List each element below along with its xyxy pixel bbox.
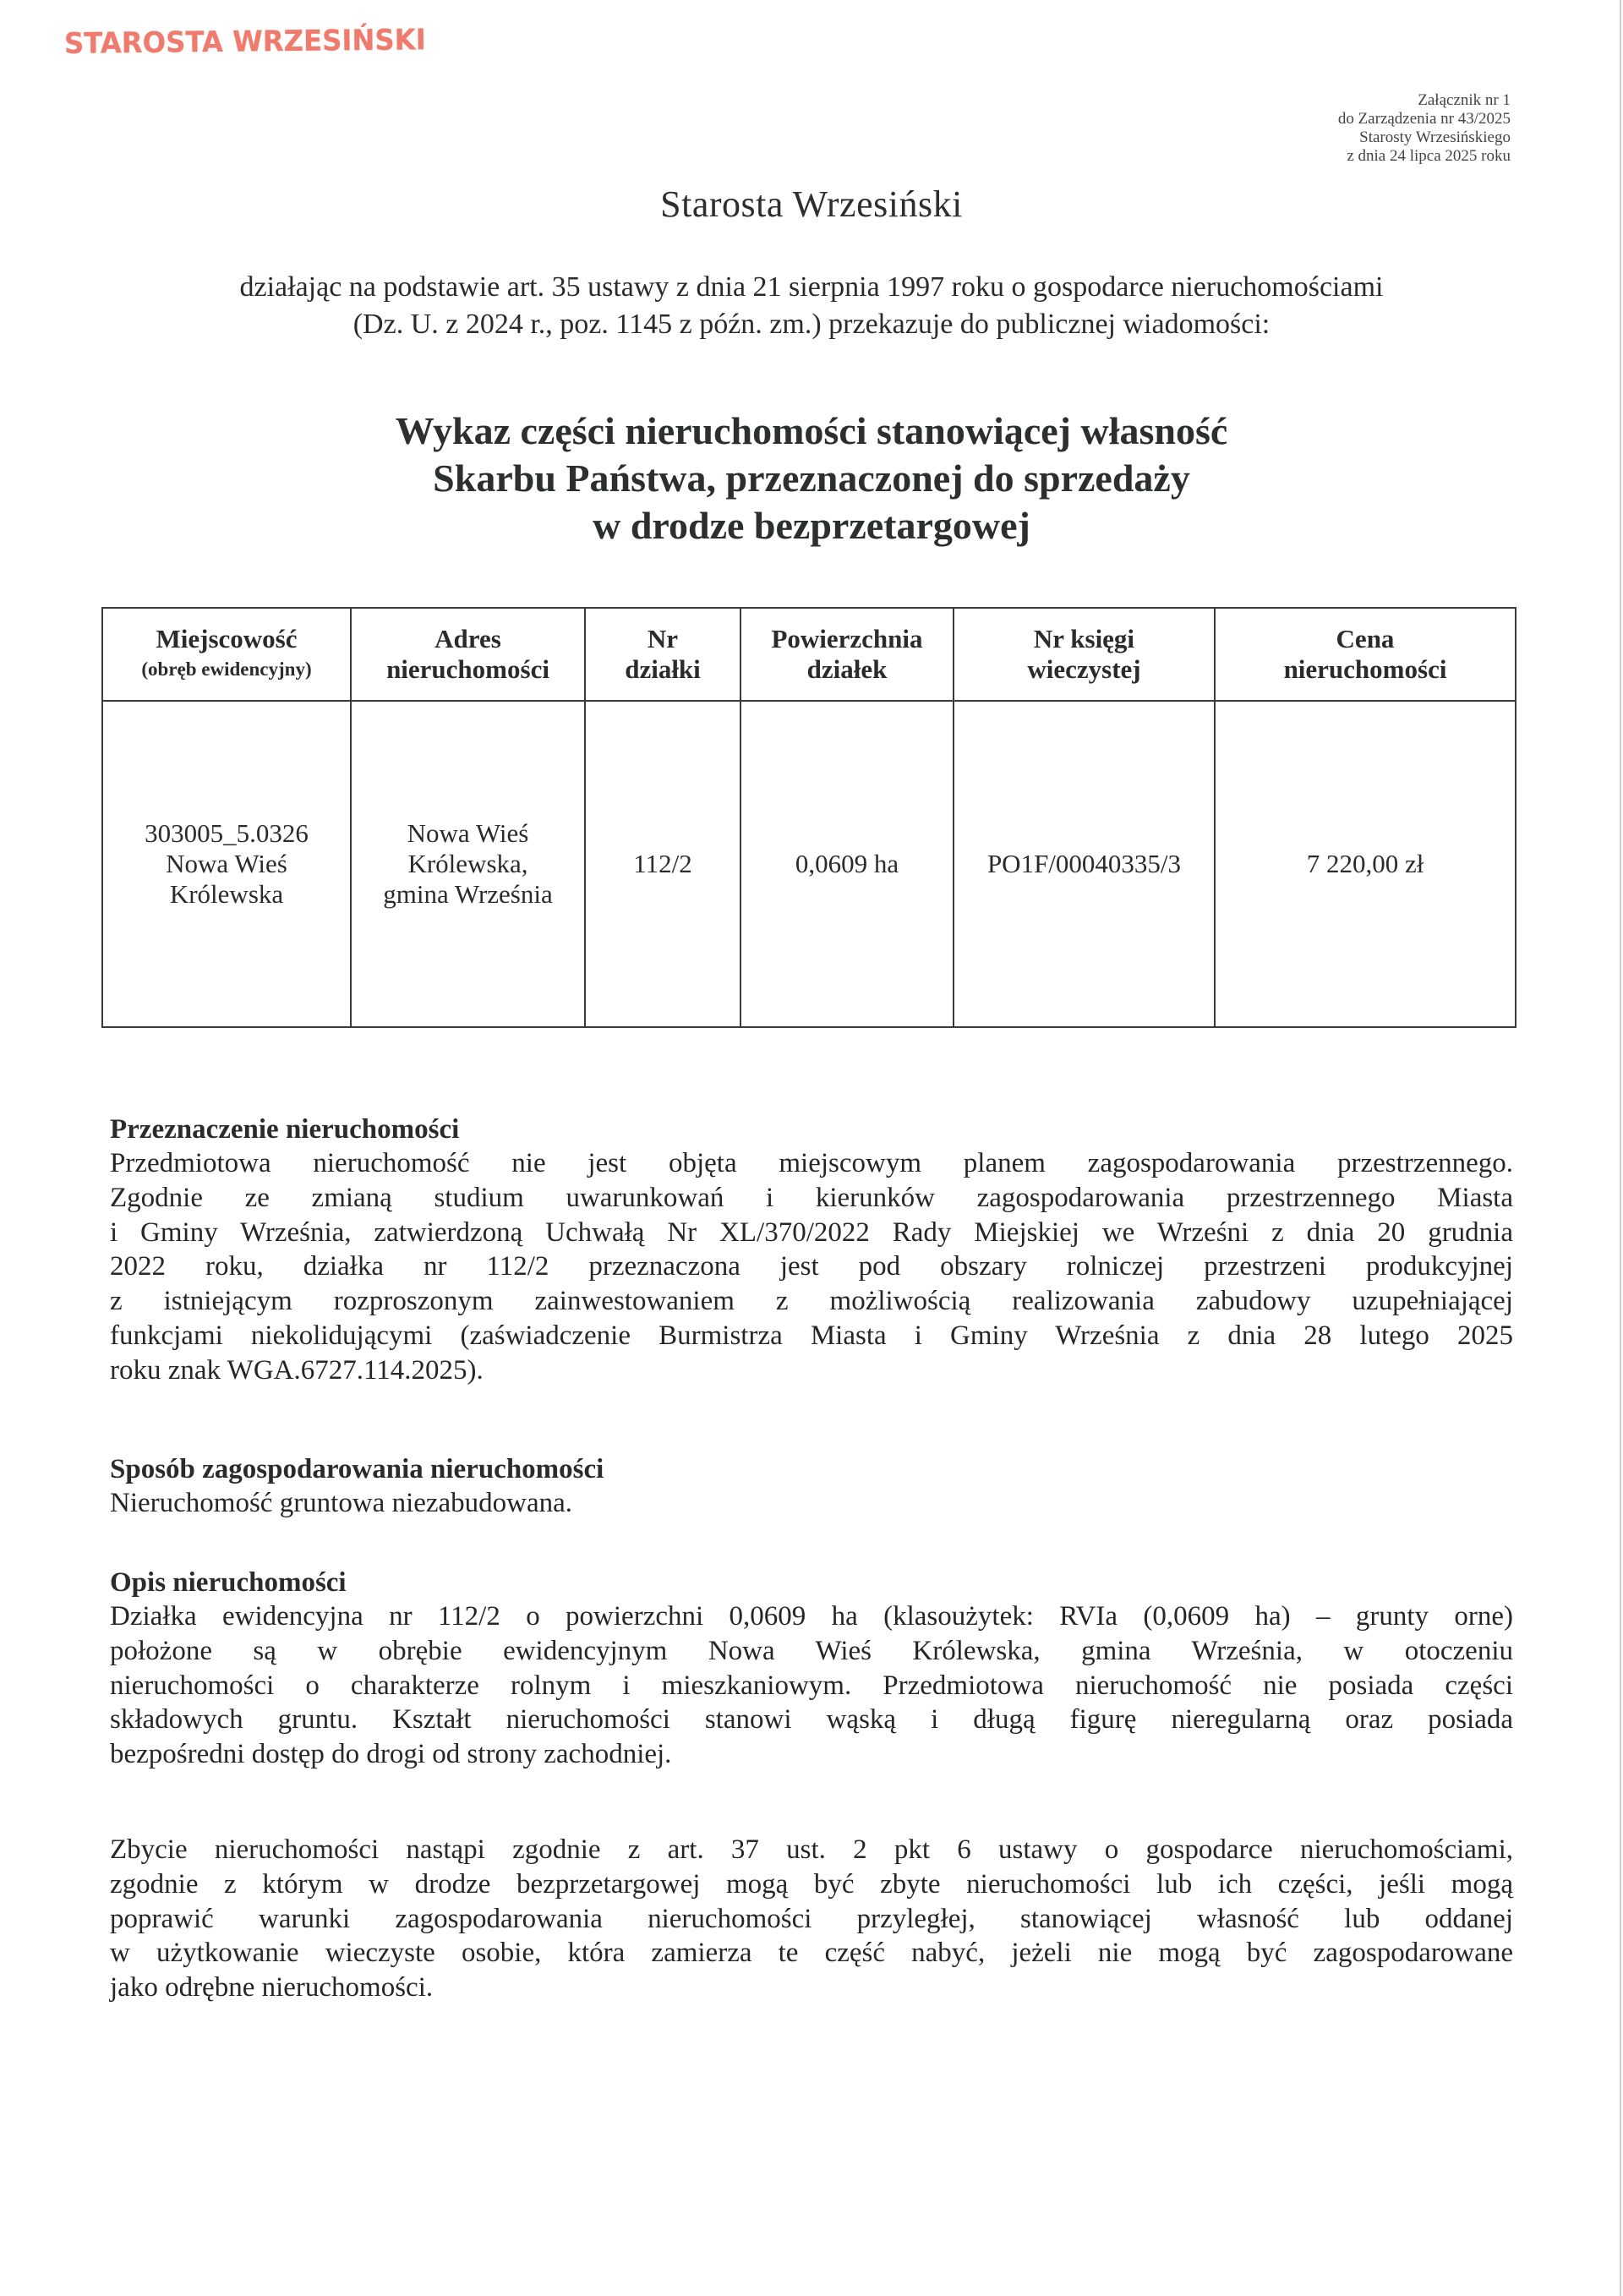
section-sale-basis xyxy=(110,1833,1513,2005)
section-purpose xyxy=(110,1112,1513,1388)
cell-plot-number: 112/2 xyxy=(585,701,740,1027)
header-price: Cena nieruchomości xyxy=(1215,608,1516,701)
cell-locality: 303005_5.0326 Nowa Wieś Królewska xyxy=(102,701,351,1027)
annex-line: Starosty Wrzesińskiego xyxy=(1359,128,1511,146)
header-plot-number: Nr działki xyxy=(585,608,740,701)
issuer-heading: Starosta Wrzesiński xyxy=(660,183,963,225)
section-body: Przedmiotowa nieruchomość nie jest objęta miejscowym planem zagospodarowania przestrzennego. Zgodnie ze zmianą studium uwarunkowań i kierunków zagospodarowania przestrzennego Miasta i Gminy Września, zatwierdzoną Uchwałą Nr XL/370/2022 Rady Miejskiej we Wrześni z dnia 20 grudnia 2022 roku, działka nr 112/2 przeznaczona jest pod obszary rolniczej przestrzeni produkcyjnej z istniejącym rozproszonym zainwestowaniem z możliwością realizowania zabudowy uzupełniającej funkcjami niekolidującymi (zaświadczenie Burmistrza Miasta i Gminy Września z dnia 28 lutego 2025 roku znak WGA.6727.114.2025). xyxy=(110,1148,1513,1386)
document-title xyxy=(0,407,1623,549)
title-line: Skarbu Państwa, przeznaczonej do sprzedaży xyxy=(433,456,1190,500)
annex-line: Załącznik nr 1 xyxy=(1418,91,1511,109)
intro-line: działając na podstawie art. 35 ustawy z dnia 21 sierpnia 1997 roku o gospodarce nieruchomościami xyxy=(239,271,1384,303)
table-row xyxy=(102,701,1516,1027)
section-description xyxy=(110,1566,1513,1772)
office-stamp: STAROSTA WRZESIŃSKI xyxy=(63,23,426,61)
section-body: Działka ewidencyjna nr 112/2 o powierzchni 0,0609 ha (klasoużytek: RVIa (0,0609 ha) – grunty orne) położone są w obrębie ewidencyjnym Nowa Wieś Królewska, gmina Września, w otoczeniu nieruchomości o charakterze rolnym i mieszkaniowym. Przedmiotowa nieruchomość nie posiada części składowych gruntu. Kształt nieruchomości stanowi wąską i długą figurę nieregularną oraz posiada bezpośredni dostęp do drogi od strony zachodniej. xyxy=(110,1601,1513,1770)
intro-line: (Dz. U. z 2024 r., poz. 1145 z późn. zm.) przekazuje do publicznej wiadomości: xyxy=(352,309,1271,340)
title-line: w drodze bezprzetargowej xyxy=(593,504,1030,547)
scan-edge xyxy=(1620,0,1621,2296)
cell-land-register: PO1F/00040335/3 xyxy=(954,701,1215,1027)
cell-address: Nowa Wieś Królewska, gmina Września xyxy=(351,701,585,1027)
header-land-register: Nr księgi wieczystej xyxy=(954,608,1215,701)
section-heading: Sposób zagospodarowania nieruchomości xyxy=(110,1454,604,1484)
section-body: Zbycie nieruchomości nastąpi zgodnie z art. 37 ust. 2 pkt 6 ustawy o gospodarce nieruchomościami, zgodnie z którym w drodze bezprzetargowej mogą być zbyte nieruchomości lub ich części, jeśli mogą poprawić warunki zagospodarowania nieruchomości przyległej, stanowiącej własność lub oddanej w użytkowanie wieczyste osobie, która zamierza te część nabyć, jeżeli nie mogą być zagospodarowane jako odrębne nieruchomości. xyxy=(110,1834,1513,2004)
section-heading: Przeznaczenie nieruchomości xyxy=(110,1114,460,1145)
header-area: Powierzchnia działek xyxy=(740,608,954,701)
table-header-row xyxy=(102,608,1516,701)
annex-line: z dnia 24 lipca 2025 roku xyxy=(1347,147,1511,165)
cell-area: 0,0609 ha xyxy=(740,701,954,1027)
header-locality: Miejscowość (obręb ewidencyjny) xyxy=(102,608,351,701)
header-address: Adres nieruchomości xyxy=(351,608,585,701)
section-body: Nieruchomość gruntowa niezabudowana. xyxy=(110,1488,573,1518)
intro-paragraph xyxy=(135,269,1488,343)
section-development xyxy=(110,1452,1513,1521)
cell-price: 7 220,00 zł xyxy=(1215,701,1516,1027)
annex-line: do Zarządzenia nr 43/2025 xyxy=(1337,110,1511,128)
property-table xyxy=(101,607,1516,1028)
section-heading: Opis nieruchomości xyxy=(110,1567,347,1598)
annex-reference xyxy=(1338,91,1511,166)
title-line: Wykaz części nieruchomości stanowiącej własność xyxy=(395,409,1228,452)
